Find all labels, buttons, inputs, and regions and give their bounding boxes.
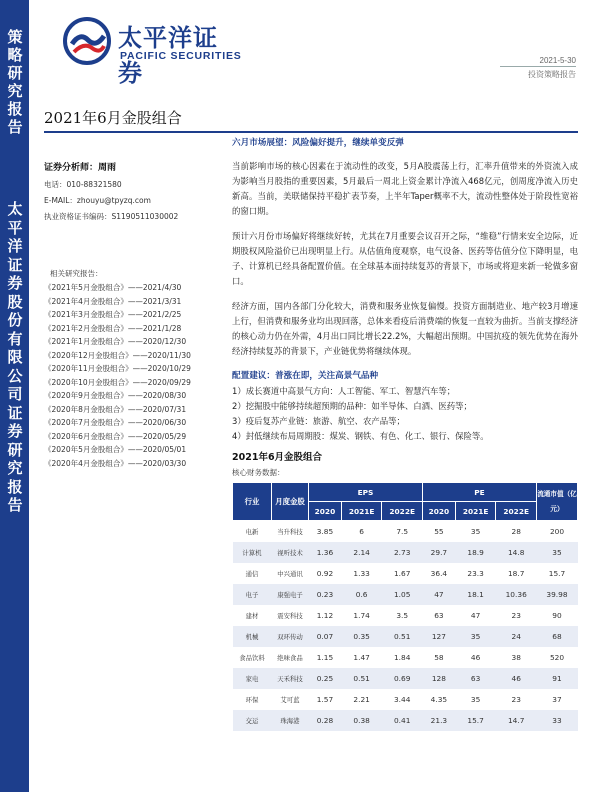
pe-cell: 28: [511, 527, 521, 536]
sidebar-report-category: 策略研究报告: [7, 28, 23, 136]
pe-cell: 63: [434, 611, 444, 620]
pe-cell: 23: [511, 695, 521, 704]
pe-cell: 58: [434, 653, 444, 662]
stock-cell: 视听技术: [272, 542, 309, 563]
header-stock: 月度金股: [272, 483, 309, 521]
related-report-link[interactable]: 《2020年6月金股组合》——2020/05/29: [44, 431, 187, 441]
pe-cell: 47: [422, 584, 455, 605]
pe-cell: 46: [470, 653, 481, 662]
industry-cell: 通信: [245, 569, 259, 578]
related-report-link[interactable]: 《2020年12月金股组合》——2020/11/30: [44, 350, 191, 360]
pe-cell: 23.3: [467, 569, 484, 578]
stock-cell: 中兴通讯: [277, 569, 303, 578]
pe-cell: 46: [496, 668, 537, 689]
stock-cell: 康强电子: [272, 584, 309, 605]
pe-cell: 10.36: [496, 584, 537, 605]
pe-cell: 35: [455, 626, 496, 647]
header-market-cap: 流通市值（亿元）: [537, 483, 578, 521]
pe-cell: 23: [511, 611, 521, 620]
list-item: 4）封低继续布局周期股：煤炭、钢铁、有色、化工、银行、保险等。: [232, 431, 489, 441]
industry-cell: 建材: [245, 611, 259, 620]
table-row: [233, 542, 578, 563]
eps-cell: 0.25: [309, 668, 342, 689]
pe-cell: 127: [422, 626, 455, 647]
related-report-link[interactable]: 《2021年2月金股组合》——2021/1/28: [44, 323, 182, 333]
eps-cell: 0.92: [316, 569, 334, 578]
title-divider: [44, 131, 578, 133]
eps-cell: 1.12: [316, 611, 334, 620]
related-report-link[interactable]: 《2021年4月金股组合》——2021/3/31: [44, 296, 182, 306]
industry-cell: 电新: [245, 527, 259, 536]
pacific-logo-icon: [62, 16, 112, 66]
analyst-phone: 电话：010-88321580: [44, 180, 122, 189]
eps-cell: 0.69: [382, 668, 423, 689]
section-heading: 六月市场展望：风险偏好提升，继续单变反弹: [232, 138, 404, 148]
related-report-link[interactable]: 《2020年9月金股组合》——2020/08/30: [44, 391, 187, 400]
related-report-link[interactable]: 《2021年3月金股组合》——2021/2/25: [44, 310, 182, 319]
eps-cell: 2.14: [341, 542, 382, 563]
related-reports: [44, 268, 224, 471]
sidebar: [0, 0, 29, 792]
industry-cell: 家电: [233, 668, 272, 689]
pe-cell: 47: [470, 611, 481, 620]
pe-cell: 14.7: [496, 710, 537, 731]
stock-cell: 绝味食品: [277, 653, 303, 662]
table-row: [233, 689, 578, 710]
brand-name-cn: 太平洋证券: [118, 24, 218, 87]
industry-cell: 交运: [233, 710, 272, 731]
pe-cell: 4.35: [430, 695, 448, 704]
paragraph: 经济方面，国内各部门分化较大，消费和服务业恢复偏慢。投资方面制造业、地产较3月增速上行，但消费和服务业均出现回落，总体来看疫后消费端的恢复一直较为曲折。当前支撑经济的核心动力仍在外需，4月出口同比增长22.2%，大幅超出预期。中国抗疫的领先优势在海外经济持续复苏的背景下，产业链优势将继续体现。: [232, 301, 578, 356]
pe-cell: 18.9: [455, 542, 496, 563]
market-cap-cell: 15.7: [548, 569, 566, 578]
market-cap-cell: 39.98: [537, 584, 578, 605]
table-row: [233, 668, 578, 689]
golden-stocks-table: [232, 482, 578, 731]
eps-cell: 0.51: [382, 626, 423, 647]
header-year: 2021E: [341, 502, 382, 521]
analyst-license: 执业资格证书编码：S1190511030002: [44, 212, 179, 221]
related-report-link[interactable]: 《2020年11月金股组合》——2020/10/29: [44, 364, 191, 373]
industry-cell: 机械: [233, 626, 272, 647]
table-row: [233, 563, 578, 584]
header-divider: [500, 66, 576, 67]
paragraph: 预计六月份市场偏好将继续好转，尤其在7月重要会议召开之际，“维稳”行情来安全边际，近期股权风险溢价已出现明显上行。从估值角度观察，电气设备、医药等估值分位下降明显，电子、计算机已经具备配置价值。在全球基本面持续复苏的背景下，市场或将迎来新一轮做多窗口。: [232, 231, 578, 286]
header-industry: 行业: [233, 483, 272, 521]
analyst-info: [44, 160, 224, 227]
pe-cell: 18.1: [455, 584, 496, 605]
pe-cell: 15.7: [455, 710, 496, 731]
pe-cell: 24: [496, 626, 537, 647]
header-year: 2022E: [496, 502, 537, 521]
eps-cell: 1.36: [309, 542, 342, 563]
eps-cell: 0.51: [341, 668, 382, 689]
list-item: 3）疫后复苏产业链：旅游、航空、农产品等；: [232, 416, 405, 426]
pe-cell: 29.7: [422, 542, 455, 563]
market-cap-cell: 90: [552, 611, 562, 620]
related-report-link[interactable]: 《2020年7月金股组合》——2020/06/30: [44, 418, 187, 427]
eps-cell: 0.23: [309, 584, 342, 605]
table-row: [233, 647, 578, 668]
eps-cell: 3.44: [393, 695, 411, 704]
stock-cell: 震安科技: [277, 611, 303, 620]
table-row: [233, 710, 578, 731]
eps-cell: 0.35: [341, 626, 382, 647]
related-report-link[interactable]: 《2020年5月金股组合》——2020/05/01: [44, 445, 187, 454]
pe-cell: 14.8: [496, 542, 537, 563]
eps-cell: 1.84: [393, 653, 411, 662]
related-report-link[interactable]: 《2021年1月金股组合》——2020/12/30: [44, 337, 187, 346]
market-cap-cell: 91: [537, 668, 578, 689]
eps-cell: 1.74: [353, 611, 370, 620]
eps-cell: 3.5: [396, 611, 409, 620]
config-heading: 配置建议：普涨在即，关注高景气品种: [232, 371, 379, 381]
pe-cell: 63: [455, 668, 496, 689]
eps-cell: 1.15: [316, 653, 334, 662]
pe-cell: 55: [434, 527, 444, 536]
market-cap-cell: 68: [537, 626, 578, 647]
eps-cell: 7.5: [396, 527, 409, 536]
table-row: [233, 605, 578, 626]
market-cap-cell: 520: [549, 653, 565, 662]
pe-cell: 35: [470, 527, 481, 536]
eps-cell: 1.67: [393, 569, 411, 578]
pe-cell: 35: [470, 695, 481, 704]
table-row: [233, 626, 578, 647]
eps-cell: 2.21: [353, 695, 370, 704]
eps-cell: 0.28: [309, 710, 342, 731]
paragraph: 当前影响市场的核心因素在于流动性的改变，5月A股震荡上行，汇率升值带来的外资流入成为影响当月股指的重要因素，5月最后一周北上资金累计净流入468亿元，创周度净流入历史新高。当前，美联储保持平稳扩表节奏，上半年Taper概率不大，流动性整体处于阶段性宽裕的窗口期。: [232, 161, 578, 216]
header-year: 2021E: [455, 502, 496, 521]
analyst-name: 证券分析师：周雨: [44, 163, 117, 173]
report-date: 2021-5-30: [539, 56, 576, 65]
related-report-link[interactable]: 《2020年8月金股组合》——2020/07/31: [44, 404, 187, 414]
market-cap-cell: 33: [537, 710, 578, 731]
report-type: 投资策略报告: [528, 70, 576, 79]
list-item: 1）成长赛道中高景气方向：人工智能、军工、智慧汽车等；: [232, 386, 456, 396]
sidebar-company-label: 太平洋证券股份有限公司证券研究报告: [7, 200, 23, 514]
table-title: 2021年6月金股组合: [232, 452, 323, 463]
market-cap-cell: 35: [537, 542, 578, 563]
eps-cell: 2.73: [382, 542, 423, 563]
table-row: [233, 521, 578, 543]
related-report-link[interactable]: 《2020年4月金股组合》——2020/03/30: [44, 458, 187, 468]
header-eps: EPS: [309, 483, 423, 502]
eps-cell: 1.57: [316, 695, 334, 704]
eps-cell: 1.47: [353, 653, 370, 662]
stock-cell: 珠海港: [272, 710, 309, 731]
related-report-link[interactable]: 《2020年10月金股组合》——2020/09/29: [44, 377, 191, 387]
brand-name-en: PACIFIC SECURITIES: [120, 50, 242, 62]
pe-cell: 36.4: [430, 569, 448, 578]
config-list: [232, 384, 578, 444]
analyst-email: E-MAIL：zhouyu@tpyzq.com: [44, 196, 151, 205]
industry-cell: 电子: [233, 584, 272, 605]
industry-cell: 计算机: [233, 542, 272, 563]
stock-cell: 天禾科技: [272, 668, 309, 689]
eps-cell: 1.33: [353, 569, 370, 578]
related-report-link[interactable]: 《2021年5月金股组合》——2021/4/30: [44, 283, 182, 292]
stock-cell: 艾可蓝: [280, 695, 300, 704]
industry-cell: 食品饮料: [239, 653, 265, 662]
related-reports-heading: 相关研究报告：: [50, 269, 103, 278]
market-cap-cell: 37: [552, 695, 562, 704]
pe-cell: 18.7: [507, 569, 525, 578]
eps-cell: 3.85: [316, 527, 334, 536]
eps-cell: 0.6: [341, 584, 382, 605]
stock-cell: 双环传动: [272, 626, 309, 647]
eps-cell: 1.05: [382, 584, 423, 605]
header-year: 2020: [422, 502, 455, 521]
eps-cell: 0.07: [309, 626, 342, 647]
eps-cell: 0.38: [341, 710, 382, 731]
eps-cell: 0.41: [382, 710, 423, 731]
header-year: 2020: [309, 502, 342, 521]
header-pe: PE: [422, 483, 536, 502]
page-title: 2021年6月金股组合: [44, 109, 182, 127]
pe-cell: 21.3: [422, 710, 455, 731]
stock-cell: 当升科技: [277, 527, 303, 536]
pe-cell: 128: [422, 668, 455, 689]
list-item: 2）挖掘股中能够持续超预期的品种：如半导体、白酒、医药等；: [232, 401, 472, 411]
table-subtitle: 核心财务数据：: [232, 468, 285, 477]
table-row: [233, 584, 578, 605]
main-content: [232, 136, 578, 731]
header-year: 2022E: [382, 502, 423, 521]
market-cap-cell: 200: [549, 527, 565, 536]
industry-cell: 环保: [245, 695, 259, 704]
eps-cell: 6: [359, 527, 364, 536]
pe-cell: 38: [511, 653, 521, 662]
brand-logo: [62, 14, 242, 87]
